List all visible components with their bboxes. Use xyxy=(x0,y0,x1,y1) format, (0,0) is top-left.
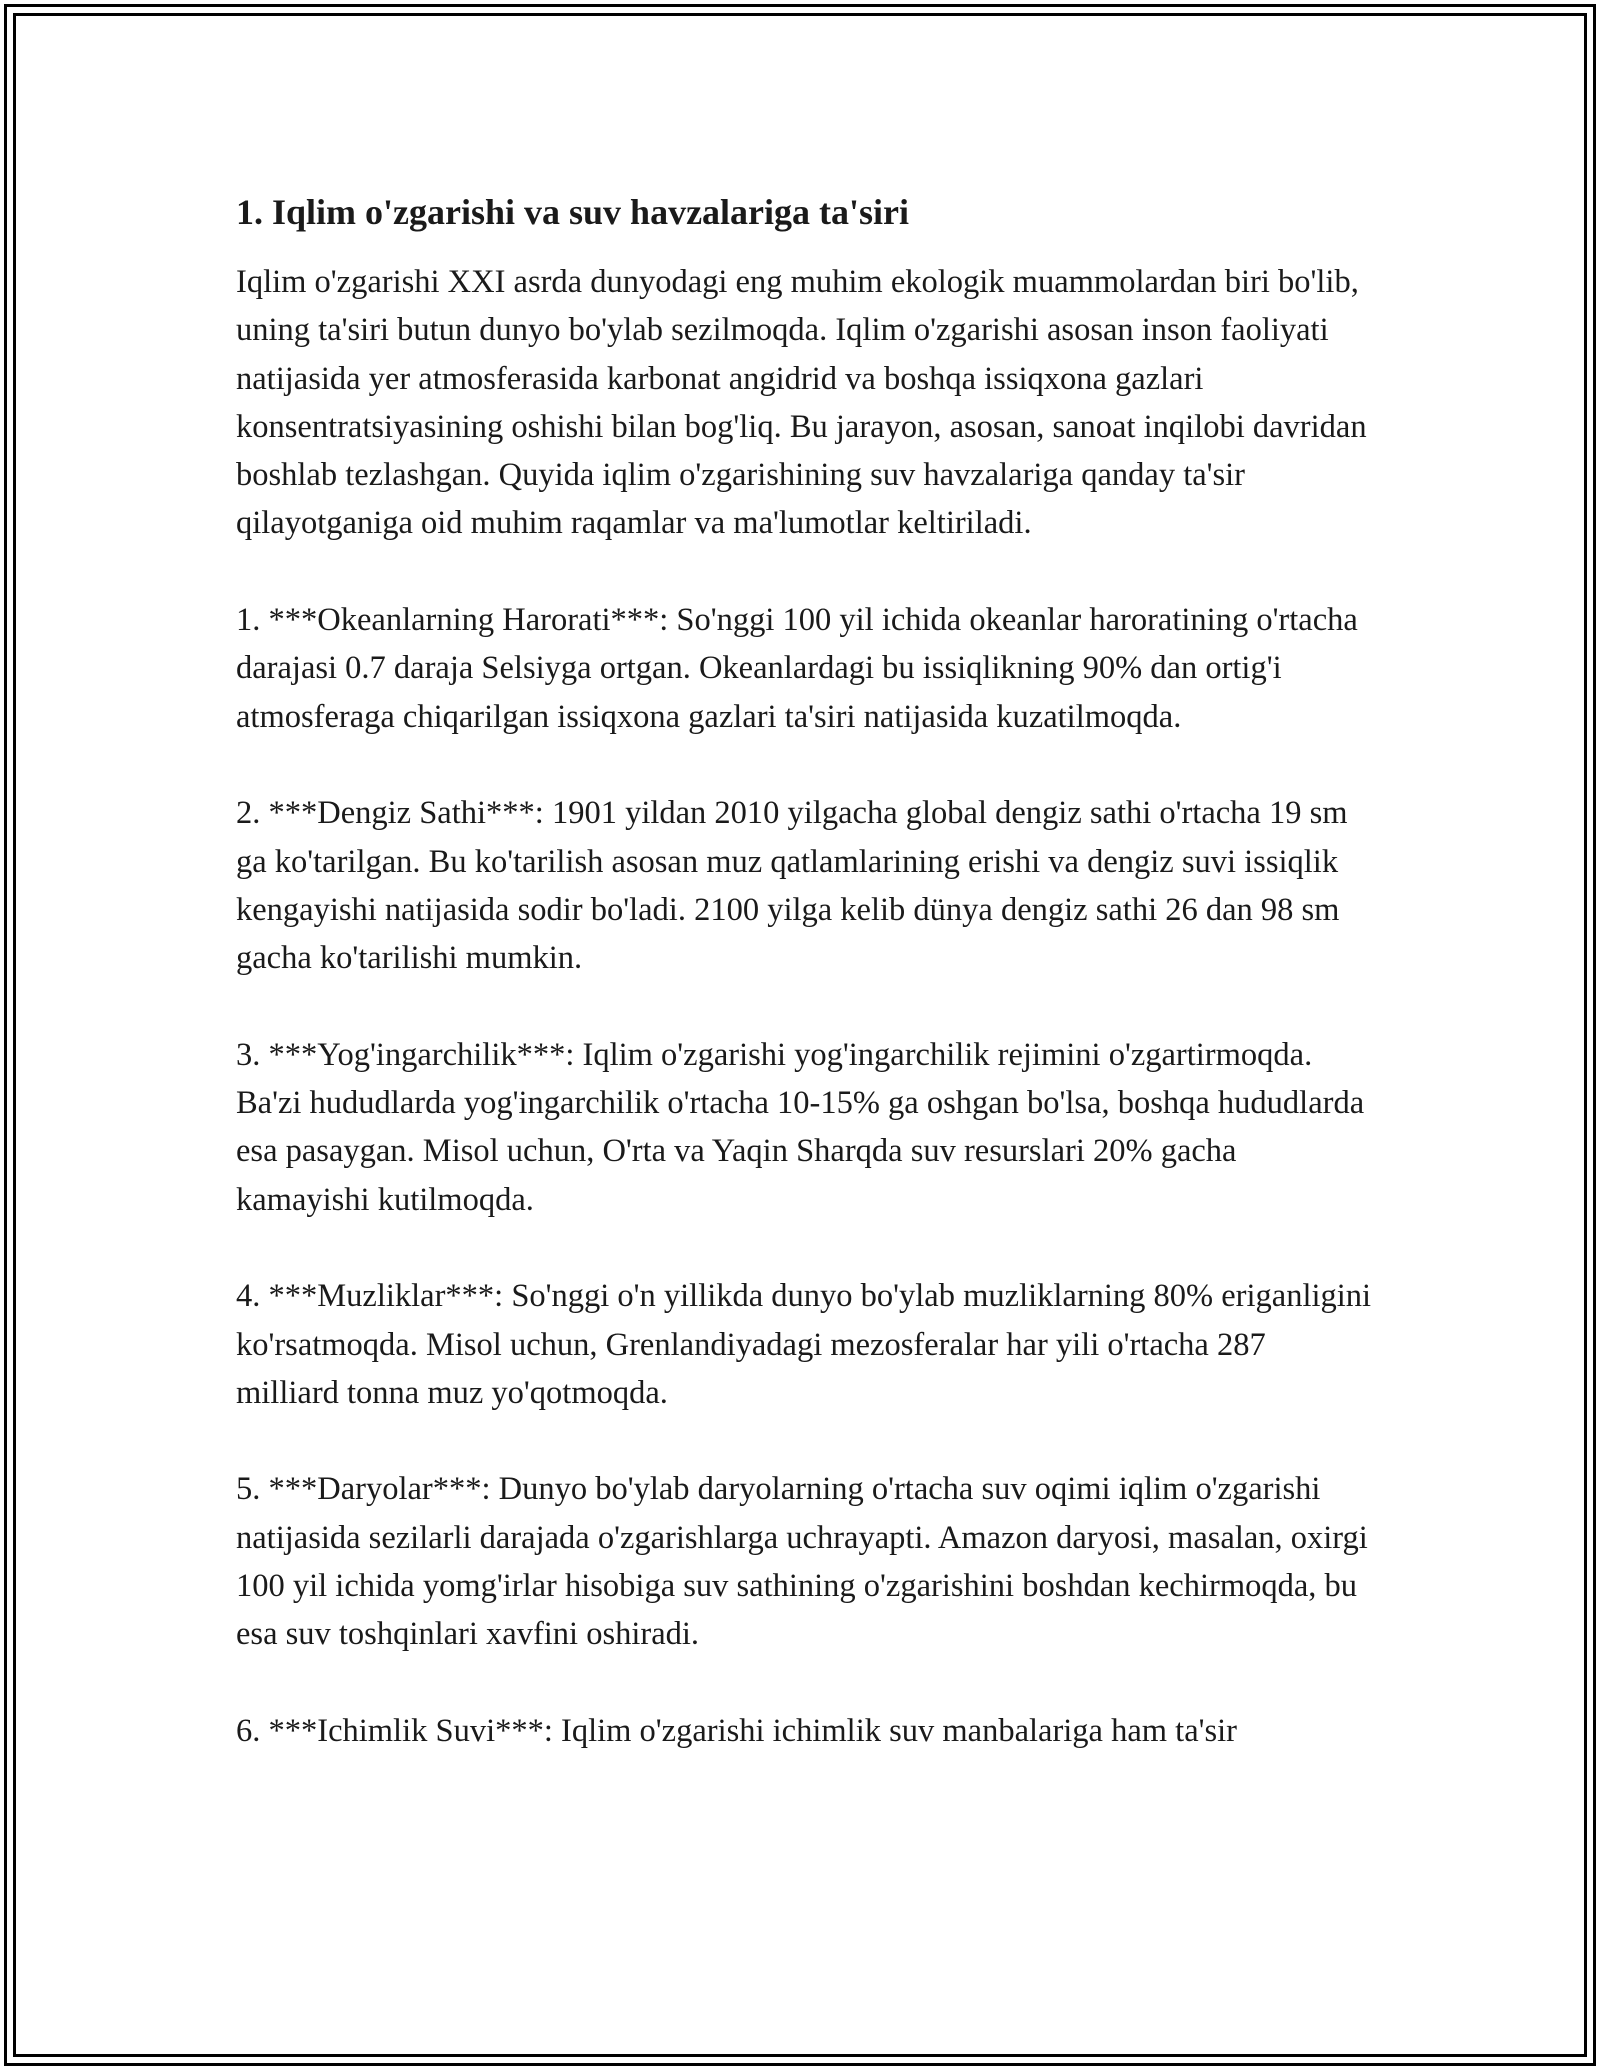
document-body xyxy=(236,186,1376,1804)
item-glaciers: 4. ***Muzliklar***: So'nggi o'n yillikda dunyo bo'ylab muzliklarning 80% eriganligini ko'rsatmoqda. Misol uchun, Grenlandiyadagi mezosferalar har yili o'rtacha 287 milliard tonna muz yo'qotmoqda. xyxy=(236,1278,1372,1411)
intro-paragraph: Iqlim o'zgarishi XXI asrda dunyodagi eng muhim ekologik muammolardan biri bo'lib, uning ta'siri butun dunyo bo'ylab sezilmoqda. Iqlim o'zgarishi asosan inson faoliyati natijasida yer atmosferasida karbonat angidrid va boshqa issiqxona gazlari konsentratsiyasining oshishi bilan bog'liq. Bu jarayon, asosan, sanoat inqilobi davridan boshlab tezlashgan. Quyida iqlim o'zgarishining suv havzalariga qanday ta'sir qilayotganiga oid muhim raqamlar va ma'lumotlar keltiriladi. xyxy=(236,264,1367,542)
item-drinking-water: 6. ***Ichimlik Suvi***: Iqlim o'zgarishi ichimlik suv manbalariga ham ta'sir xyxy=(236,1712,1237,1749)
section-heading: 1. Iqlim o'zgarishi va suv havzalariga ta'siri xyxy=(236,192,910,232)
item-rivers: 5. ***Daryolar***: Dunyo bo'ylab daryolarning o'rtacha suv oqimi iqlim o'zgarishi natijasida sezilarli darajada o'zgarishlarga uchrayapti. Amazon daryosi, masalan, oxirgi 100 yil ichida yomg'irlar hisobiga suv sathining o'zgarishini boshdan kechirmoqda, bu esa suv toshqinlari xavfini oshiradi. xyxy=(236,1471,1368,1653)
item-sea-level: 2. ***Dengiz Sathi***: 1901 yildan 2010 yilgacha global dengiz sathi o'rtacha 19 sm ga ko'tarilgan. Bu ko'tarilish asosan muz qatlamlarining erishi va dengiz suvi issiqlik kengayishi natijasida sodir bo'ladi. 2100 yilga kelib dünya dengiz sathi 26 dan 98 sm gacha ko'tarilishi mumkin. xyxy=(236,795,1348,977)
item-ocean-temperature: 1. ***Okeanlarning Harorati***: So'nggi 100 yil ichida okeanlar haroratining o'rtacha darajasi 0.7 daraja Selsiyga ortgan. Okeanlardagi bu issiqlikning 90% dan ortig'i atmosferaga chiqarilgan issiqxona gazlari ta'siri natijasida kuzatilmoqda. xyxy=(236,602,1358,735)
item-precipitation: 3. ***Yog'ingarchilik***: Iqlim o'zgarishi yog'ingarchilik rejimini o'zgartirmoqda. Ba'zi hududlarda yog'ingarchilik o'rtacha 10-15% ga oshgan bo'lsa, boshqa hududlarda esa pasaygan. Misol uchun, O'rta va Yaqin Sharqda suv resurslari 20% gacha kamayishi kutilmoqda. xyxy=(236,1036,1365,1218)
